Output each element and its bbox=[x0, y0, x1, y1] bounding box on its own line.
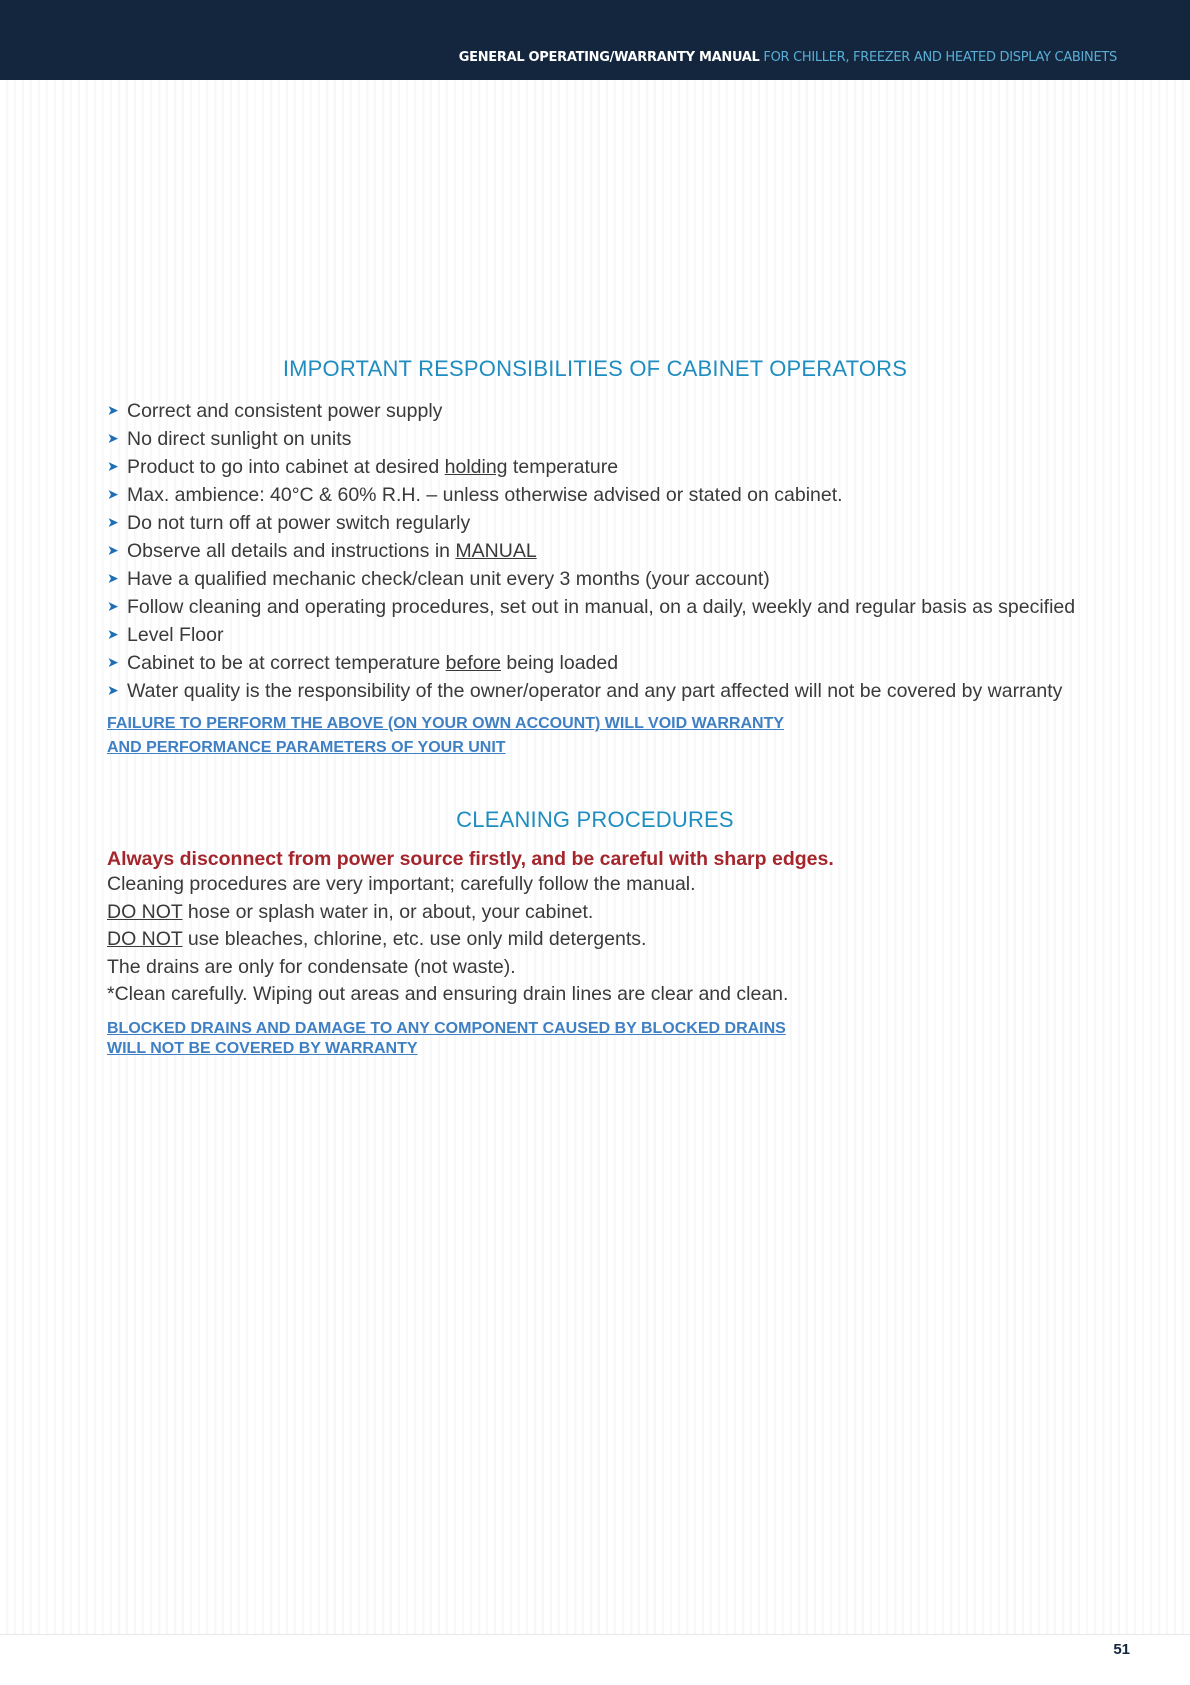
instruction-text: use bleaches, chlorine, etc. use only mild detergents. bbox=[182, 928, 647, 950]
list-item-text: No direct sunlight on units bbox=[127, 428, 352, 450]
instruction-text: hose or splash water in, or about, your cabinet. bbox=[182, 900, 594, 923]
responsibilities-list bbox=[107, 396, 1075, 704]
cleaning-heading: CLEANING PROCEDURES bbox=[456, 807, 734, 832]
warning-line: FAILURE TO PERFORM THE ABOVE (ON YOUR OWN ACCOUNT) WILL VOID WARRANTY bbox=[107, 715, 785, 732]
arrow-bullet-icon: ➤ bbox=[107, 458, 119, 474]
arrow-bullet-icon: ➤ bbox=[107, 514, 119, 530]
list-item-text: temperature bbox=[507, 456, 619, 478]
list-item-text: Observe all details and instructions in bbox=[127, 540, 456, 562]
list-item bbox=[107, 676, 1075, 704]
list-item bbox=[107, 564, 1075, 592]
list-item-text: Have a qualified mechanic check/clean unit every 3 months (your account) bbox=[127, 568, 770, 590]
list-item-text: Correct and consistent power supply bbox=[127, 400, 443, 422]
page-footer bbox=[0, 1634, 1190, 1685]
instruction-line bbox=[107, 926, 788, 954]
instruction-line: *Clean carefully. Wiping out areas and ensuring drain lines are clear and clean. bbox=[107, 983, 789, 1005]
list-item bbox=[107, 424, 1075, 452]
instruction-line: The drains are only for condensate (not waste). bbox=[107, 955, 516, 978]
underlined-word: DO NOT bbox=[107, 928, 183, 950]
arrow-bullet-icon: ➤ bbox=[107, 430, 119, 446]
page-header bbox=[0, 0, 1190, 80]
list-item bbox=[107, 452, 1075, 480]
warning-line: AND PERFORMANCE PARAMETERS OF YOUR UNIT bbox=[107, 739, 506, 756]
list-item-text: Max. ambience: 40°C & 60% R.H. – unless otherwise advised or stated on cabinet. bbox=[127, 484, 843, 506]
header-title bbox=[459, 50, 1117, 65]
arrow-bullet-icon: ➤ bbox=[107, 542, 119, 558]
instruction-line: Cleaning procedures are very important; carefully follow the manual. bbox=[107, 873, 696, 895]
list-item-text: Do not turn off at power switch regularly bbox=[127, 512, 471, 534]
page-number: 51 bbox=[1113, 1641, 1130, 1658]
list-item-text: Water quality is the responsibility of the owner/operator and any part affected will not be covered by warranty bbox=[127, 680, 1063, 702]
arrow-bullet-icon: ➤ bbox=[107, 682, 119, 698]
safety-alert: Always disconnect from power source firstly, and be careful with sharp edges. bbox=[107, 848, 834, 870]
responsibilities-heading: IMPORTANT RESPONSIBILITIES OF CABINET OPERATORS bbox=[282, 356, 908, 381]
list-item bbox=[107, 508, 1075, 536]
underlined-word: DO NOT bbox=[107, 900, 183, 923]
arrow-bullet-icon: ➤ bbox=[107, 486, 119, 502]
list-item bbox=[107, 592, 1075, 620]
header-title-strong: GENERAL OPERATING/WARRANTY MANUAL bbox=[458, 50, 760, 65]
header-title-light: FOR CHILLER, FREEZER AND HEATED DISPLAY CABINETS bbox=[763, 50, 1117, 65]
blocked-drains-warning bbox=[107, 1019, 786, 1059]
instruction-line bbox=[107, 899, 788, 927]
arrow-bullet-icon: ➤ bbox=[107, 402, 119, 418]
underlined-word: before bbox=[445, 652, 501, 674]
warning-line: BLOCKED DRAINS AND DAMAGE TO ANY COMPONENT CAUSED BY BLOCKED DRAINS bbox=[107, 1020, 786, 1037]
arrow-bullet-icon: ➤ bbox=[107, 598, 119, 614]
arrow-bullet-icon: ➤ bbox=[107, 626, 119, 642]
warranty-void-warning bbox=[107, 712, 784, 760]
list-item bbox=[107, 396, 1075, 424]
list-item-text: Follow cleaning and operating procedures, set out in manual, on a daily, weekly and regular basis as specified bbox=[127, 596, 1076, 618]
list-item bbox=[107, 536, 1075, 564]
list-item-text: being loaded bbox=[500, 652, 619, 674]
underlined-word: MANUAL bbox=[455, 540, 537, 562]
arrow-bullet-icon: ➤ bbox=[107, 570, 119, 586]
warning-line: WILL NOT BE COVERED BY WARRANTY bbox=[107, 1040, 418, 1057]
list-item-text: Cabinet to be at correct temperature bbox=[127, 652, 446, 674]
list-item bbox=[107, 480, 1075, 508]
cleaning-instructions bbox=[107, 871, 788, 1009]
list-item bbox=[107, 620, 1075, 648]
underlined-word: holding bbox=[444, 456, 508, 478]
arrow-bullet-icon: ➤ bbox=[107, 654, 119, 670]
list-item bbox=[107, 648, 1075, 676]
list-item-text: Product to go into cabinet at desired bbox=[127, 456, 445, 478]
list-item-text: Level Floor bbox=[127, 624, 224, 646]
